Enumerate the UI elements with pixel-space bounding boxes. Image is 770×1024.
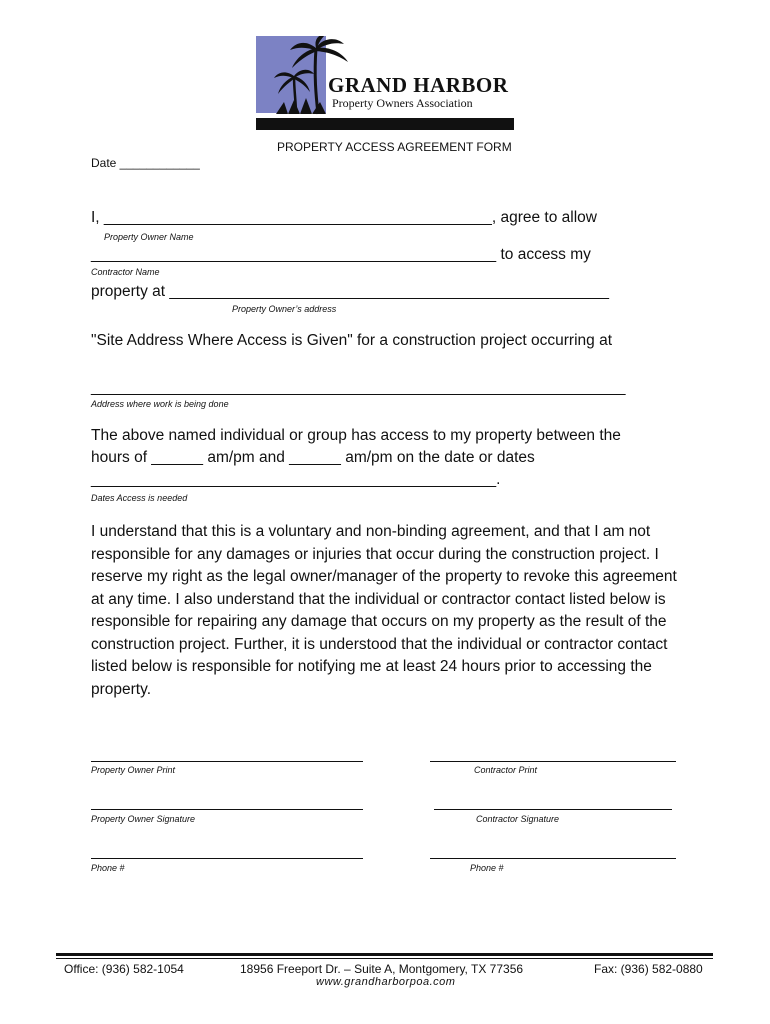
contractor-name-field[interactable]: _______________________________________________ to access my (91, 246, 591, 263)
contractor-print-line[interactable] (430, 761, 676, 762)
date-field[interactable]: Date ____________ (91, 156, 200, 170)
contractor-print-caption: Contractor Print (474, 765, 538, 775)
owner-print-caption: Property Owner Print (91, 765, 176, 775)
access-dates-field[interactable]: _______________________________________________. (91, 471, 501, 488)
owner-print-line[interactable] (91, 761, 363, 762)
footer-divider (56, 953, 713, 956)
footer-fax: Fax: (936) 582-0880 (594, 962, 703, 976)
footer-address: 18956 Freeport Dr. – Suite A, Montgomery, TX 77356 (240, 962, 524, 976)
owner-phone-caption: Phone # (91, 863, 125, 873)
contractor-phone-line[interactable] (430, 858, 676, 859)
footer-divider-thin (56, 958, 713, 959)
work-address-field[interactable]: ______________________________________________________________ (91, 379, 626, 396)
owner-phone-line[interactable] (91, 858, 363, 859)
work-address-caption: Address where work is being done (91, 399, 229, 409)
access-hours-field[interactable]: hours of ______ am/pm and ______ am/pm on the date or dates (91, 449, 535, 466)
logo-subtitle: Property Owners Association (332, 96, 473, 110)
contractor-signature-caption: Contractor Signature (476, 814, 560, 824)
owner-name-caption: Property Owner Name (104, 232, 194, 242)
logo (256, 36, 514, 130)
property-address-caption: Property Owner’s address (232, 304, 337, 314)
owner-name-field[interactable]: I, _____________________________________________, agree to allow (91, 209, 597, 226)
contractor-signature-line[interactable] (434, 809, 672, 810)
site-address-text: "Site Address Where Access is Given" for a construction project occurring at (91, 332, 613, 349)
form-title: PROPERTY ACCESS AGREEMENT FORM (277, 140, 512, 154)
owner-signature-line[interactable] (91, 809, 363, 810)
access-text-line-1: The above named individual or group has access to my property between the (91, 427, 621, 444)
contractor-name-caption: Contractor Name (91, 267, 160, 277)
footer-website-link[interactable]: www.grandharborpoa.com (316, 976, 456, 988)
footer-office-phone: Office: (936) 582-1054 (64, 962, 184, 976)
logo-name: GRAND HARBOR (328, 73, 509, 97)
access-dates-caption: Dates Access is needed (91, 493, 188, 503)
owner-signature-caption: Property Owner Signature (91, 814, 196, 824)
logo-bar (256, 118, 514, 130)
agreement-paragraph: I understand that this is a voluntary and non-binding agreement, and that I am not responsible for any damages or injuries that occur during the construction project. I reserve my right as the legal owner/manager of the property to revoke this agreement at any time. I also understand that the individual or contractor contact listed below is responsible for repairing any damage that occurs on my property as the result of the construction project. Further, it is understood that the individual or contractor contact listed below is responsible for notifying me at least 24 hours prior to accessing the property. (91, 523, 677, 698)
contractor-phone-caption: Phone # (470, 863, 504, 873)
property-address-field[interactable]: property at ___________________________________________________ (91, 283, 610, 300)
